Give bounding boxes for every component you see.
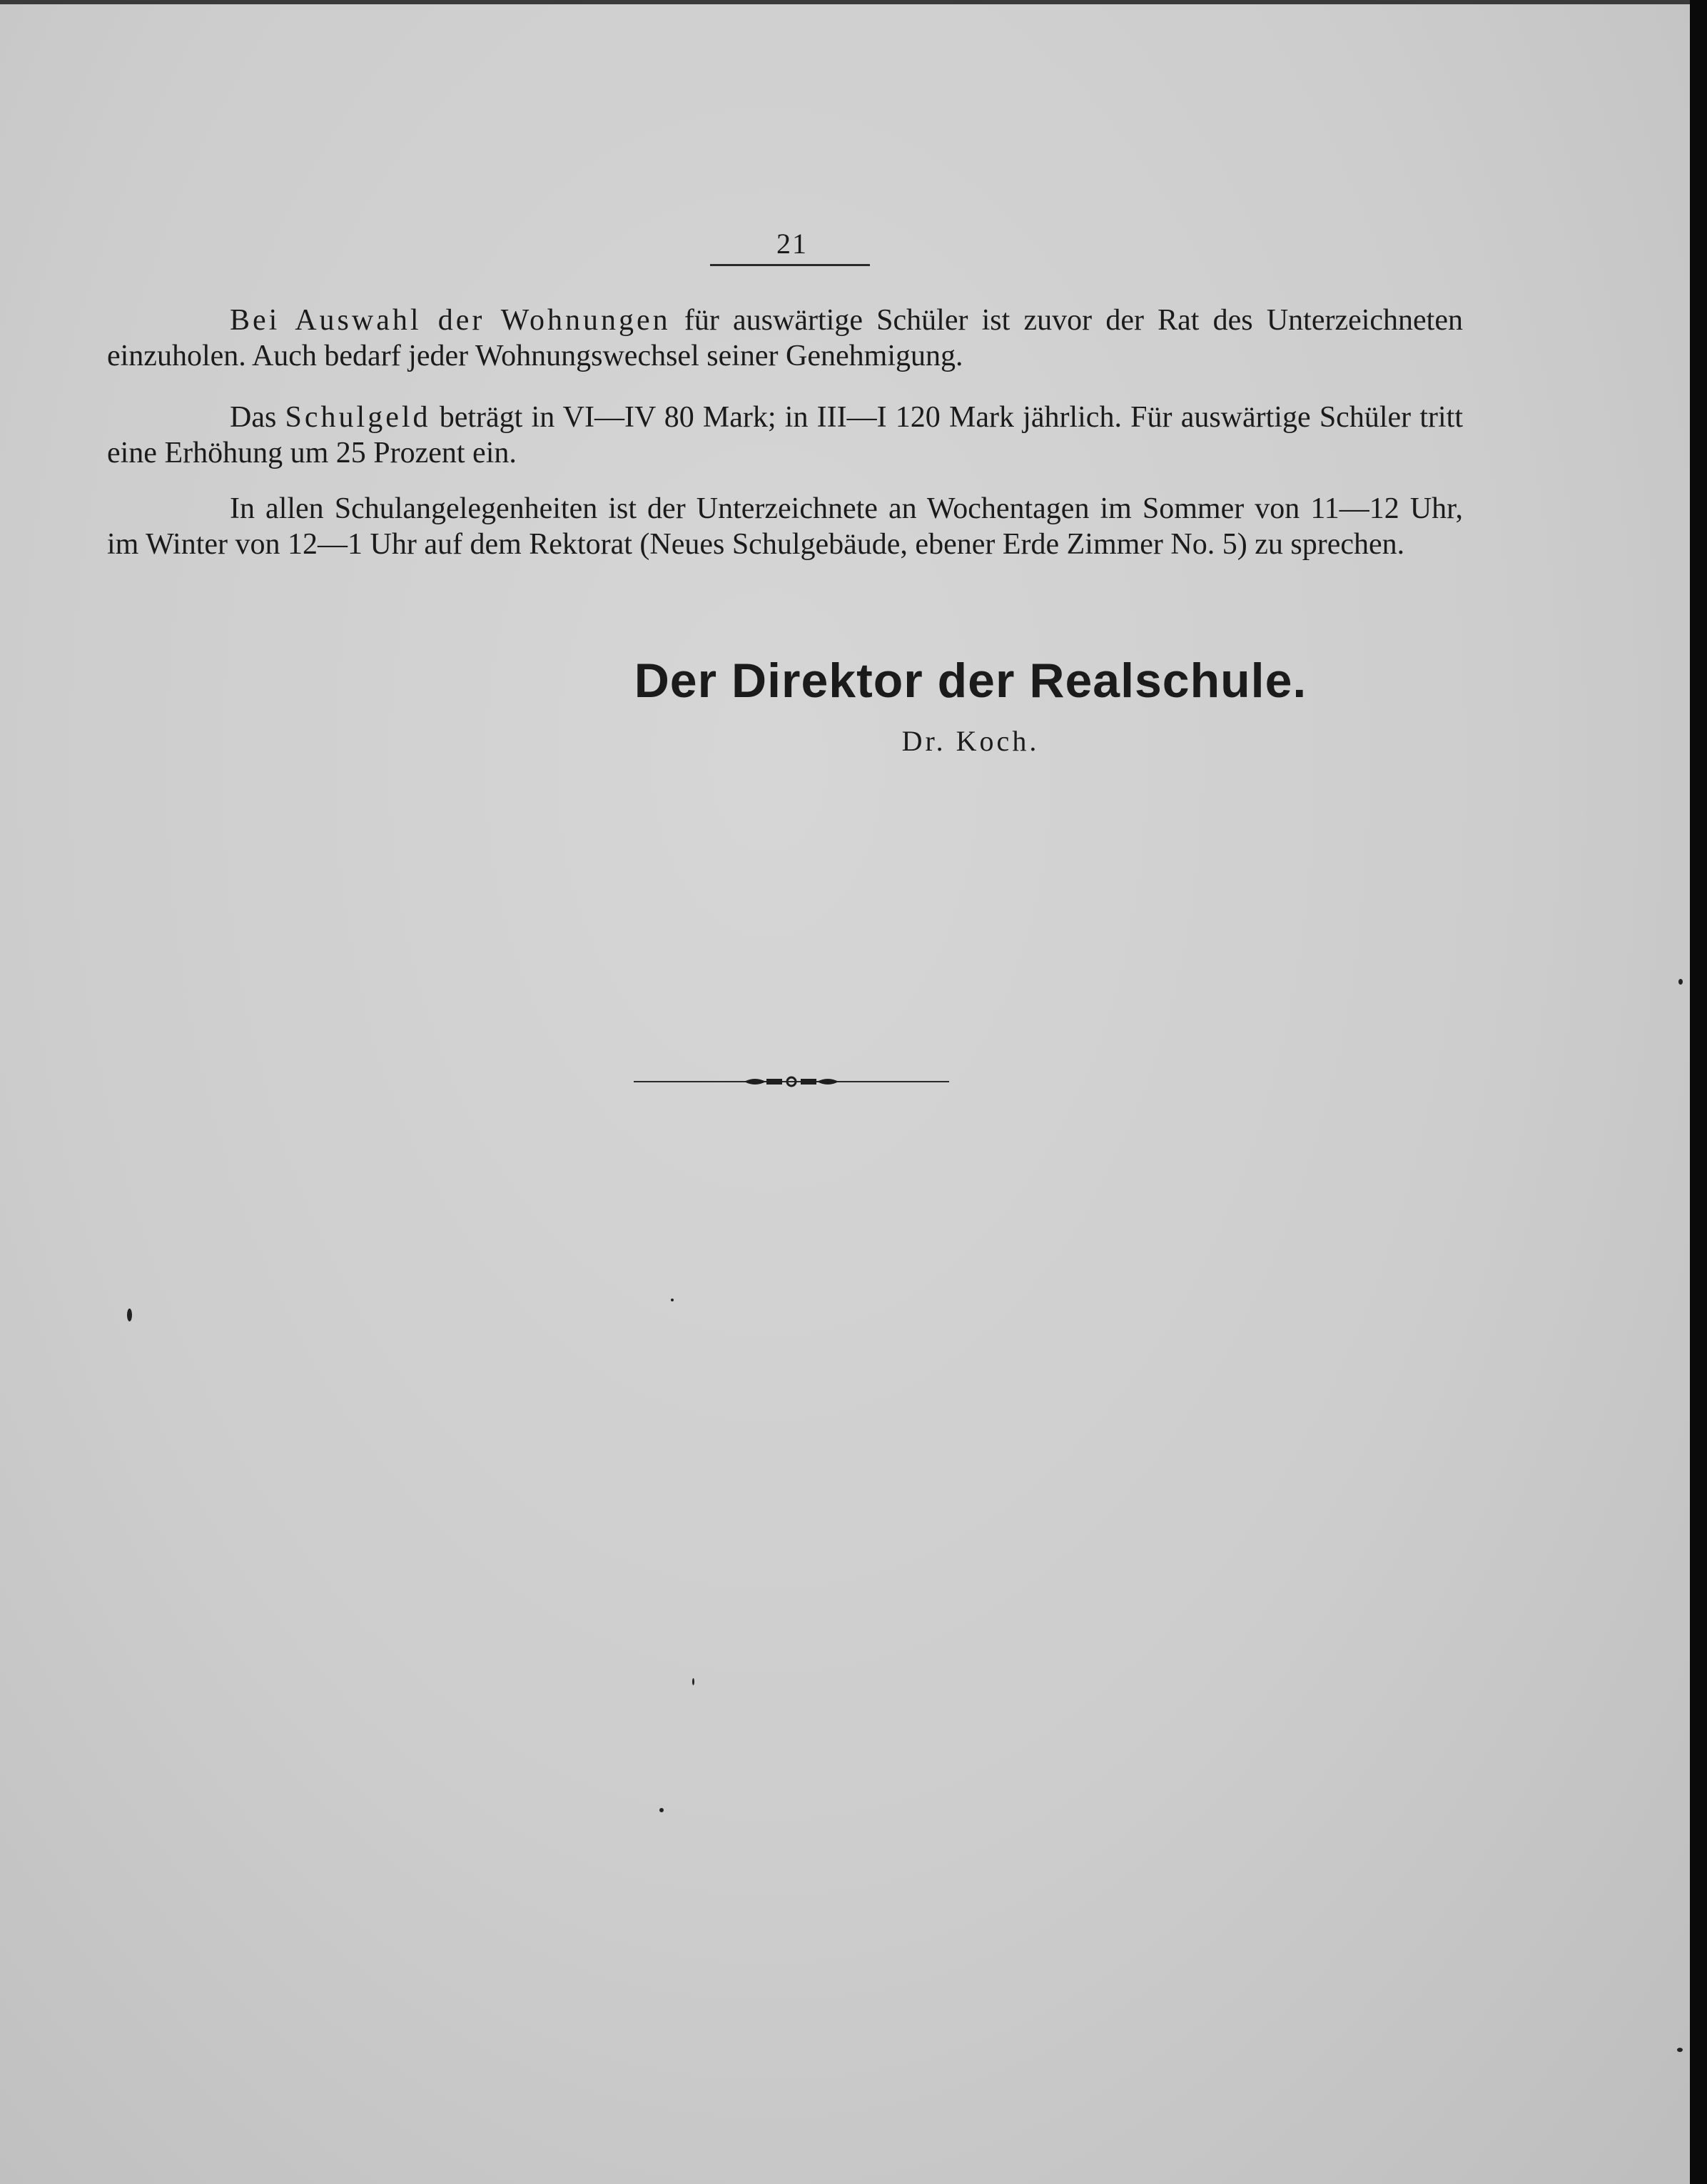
- scan-right-edge: [1690, 0, 1707, 2184]
- paragraph-tuition-keyword: Schulgeld: [285, 401, 431, 434]
- page-number-rule: [710, 264, 870, 266]
- ornamental-divider: [634, 1069, 949, 1094]
- scan-top-edge: [0, 0, 1707, 4]
- page-number: 21: [776, 228, 808, 260]
- paragraph-housing-rest: für auswärtige Schüler ist zuvor der Rat des Unterzeichneten einzuholen. Auch bedarf jeder Wohnungswechsel seiner Genehmigung.: [107, 304, 1463, 372]
- signature-name: Dr. Koch.: [901, 725, 1040, 757]
- signature-title: Der Direktor der Realschule.: [634, 654, 1307, 708]
- scan-speck: [1677, 2048, 1683, 2052]
- paragraph-housing: [107, 303, 1463, 374]
- paragraph-tuition: [107, 400, 1463, 471]
- scan-speck: [692, 1678, 694, 1685]
- paragraph-tuition-rest: beträgt in VI—IV 80 Mark; in III—I 120 Mark jährlich. Für auswärtige Schüler tritt eine Erhöhung um 25 Prozent ein.: [107, 401, 1463, 469]
- scan-speck: [671, 1299, 674, 1301]
- paragraph-tuition-lead: Das: [230, 401, 285, 434]
- scan-speck: [659, 1808, 664, 1812]
- scan-speck: [127, 1309, 132, 1321]
- paragraph-housing-lead: Bei Auswahl der Wohnungen: [230, 304, 671, 337]
- scan-speck: [1678, 979, 1683, 985]
- paragraph-office-hours: In allen Schulangelegenheiten ist der Unterzeichnete an Wochentagen im Sommer von 11—12 Uhr, im Winter von 12—1 Uhr auf dem Rektorat (Neues Schulgebäude, ebener Erde Zimmer No. 5) zu sprechen.: [107, 492, 1463, 561]
